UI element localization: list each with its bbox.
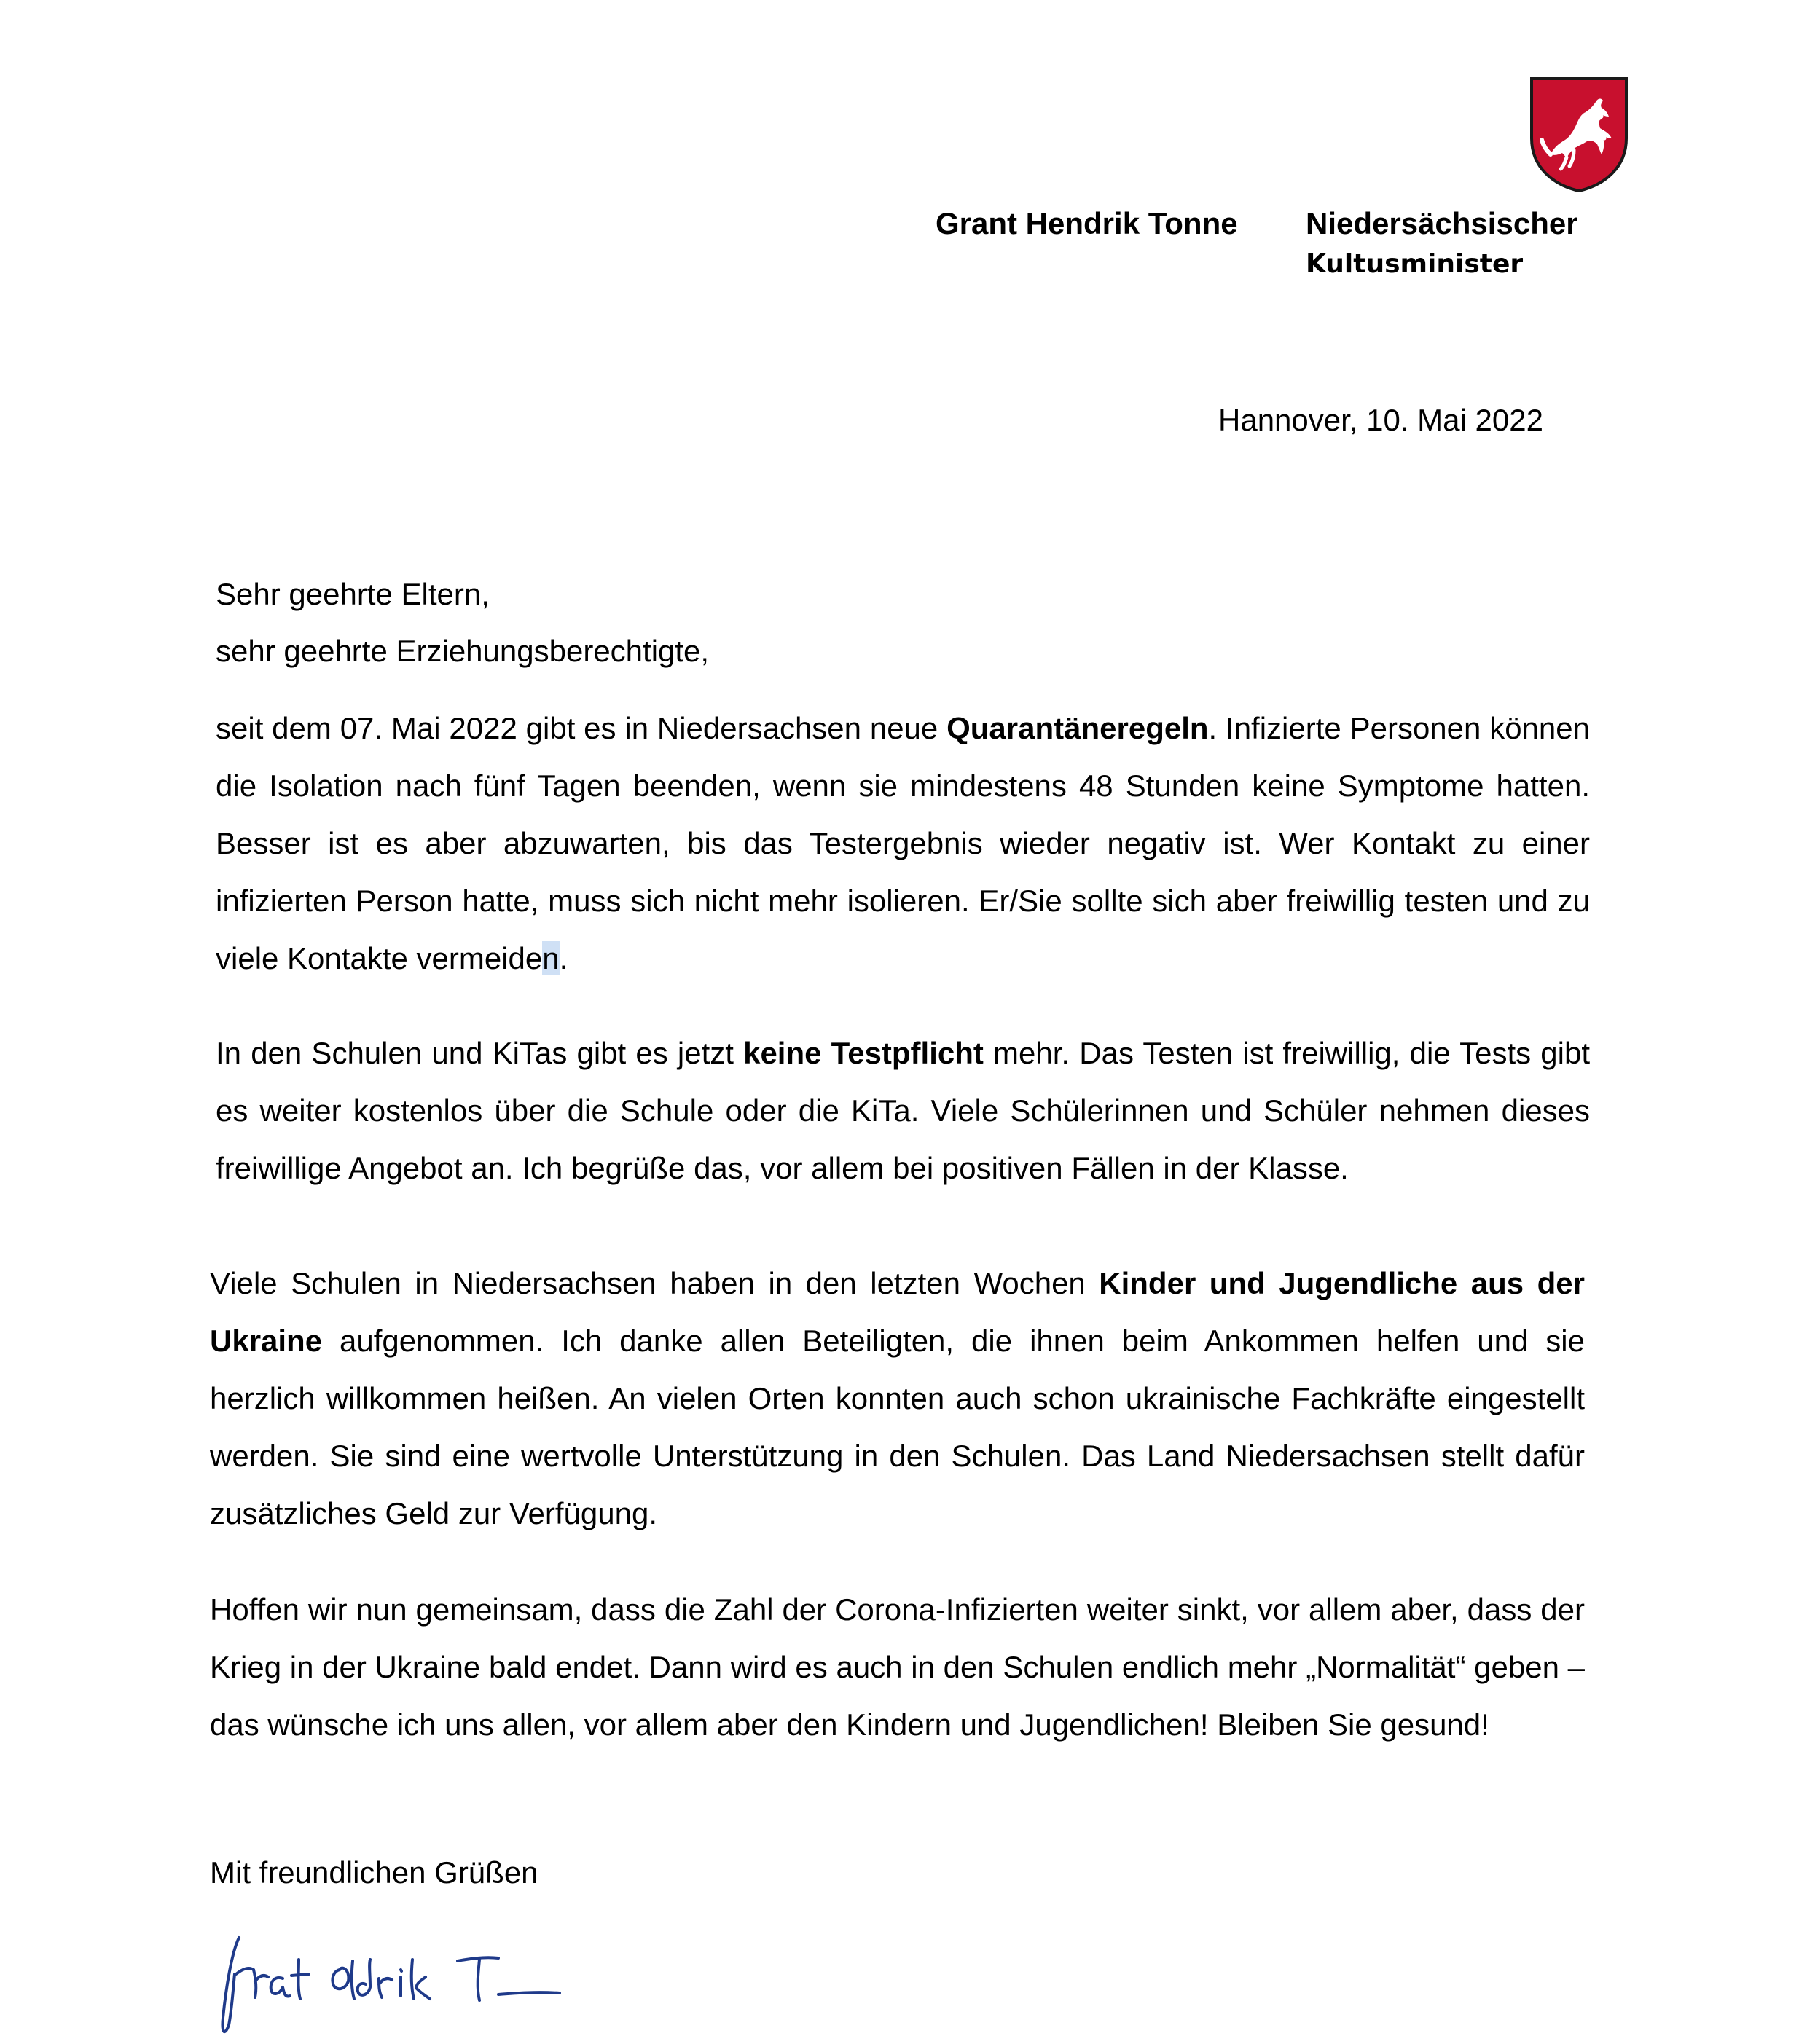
lower-saxony-crest-icon	[1529, 76, 1629, 192]
author-name: Grant Hendrik Tonne	[936, 206, 1238, 240]
text-selection-highlight: n	[542, 941, 560, 975]
paragraph-hope: Hoffen wir nun gemeinsam, dass die Zahl der Corona-Infizierten weiter sinkt, vor allem aber, dass der Krieg in der Ukraine bald endet. Dann wird es auch in den Schulen endlich mehr „Normalität“ geben – das wünsche ich uns allen, vor allem aber den Kindern und Jugendlichen! Bleiben Sie gesund!	[210, 1592, 1585, 1742]
bold-term: Kinder und Jugendliche aus der Ukraine	[210, 1266, 1585, 1358]
closing-line: Mit freundlichen Grüßen	[210, 1855, 538, 1890]
bold-term: Quarantäneregeln	[946, 711, 1209, 745]
bold-term: keine Testpflicht	[743, 1036, 984, 1070]
handwritten-signature	[210, 1909, 603, 2040]
paragraph-quarantine: seit dem 07. Mai 2022 gibt es in Niedersachsen neue Quarantäneregeln. Infizierte Personen können die Isolation nach fünf Tagen beenden, wenn sie mindestens 48 Stunden keine Symptome hatten. Besser ist es aber abzuwarten, bis das Testergebnis wieder negativ ist. Wer Kontakt zu einer infizierten Person hatte, muss sich nicht mehr isolieren. Er/Sie sollte sich aber freiwillig testen und zu viele Kontakte vermeiden.	[216, 711, 1590, 975]
paragraph-ukraine: Viele Schulen in Niedersachsen haben in den letzten Wochen Kinder und Jugendliche aus der Ukraine aufgenommen. Ich danke allen Beteiligten, die ihnen beim Ankommen helfen und sie herzlich willkommen heißen. An vielen Orten konnten auch schon ukrainische Fachkräfte eingestellt werden. Sie sind eine wertvolle Unterstützung in den Schulen. Das Land Niedersachsen stellt dafür zusätzliches Geld zur Verfügung.	[210, 1266, 1585, 1530]
salutation-line-1: Sehr geehrte Eltern,	[216, 577, 490, 611]
office-subtitle: Kultusminister	[1306, 249, 1524, 279]
salutation-line-2: sehr geehrte Erziehungsberechtigte,	[216, 634, 710, 668]
paragraph-testing: In den Schulen und KiTas gibt es jetzt keine Testpflicht mehr. Das Testen ist freiwillig, die Tests gibt es weiter kostenlos über die Schule oder die KiTa. Viele Schülerinnen und Schüler nehmen dieses freiwillige Angebot an. Ich begrüße das, vor allem bei positiven Fällen in der Klasse.	[216, 1036, 1590, 1185]
office-title: Niedersächsischer	[1306, 206, 1578, 240]
date-line: Hannover, 10. Mai 2022	[1218, 403, 1543, 437]
